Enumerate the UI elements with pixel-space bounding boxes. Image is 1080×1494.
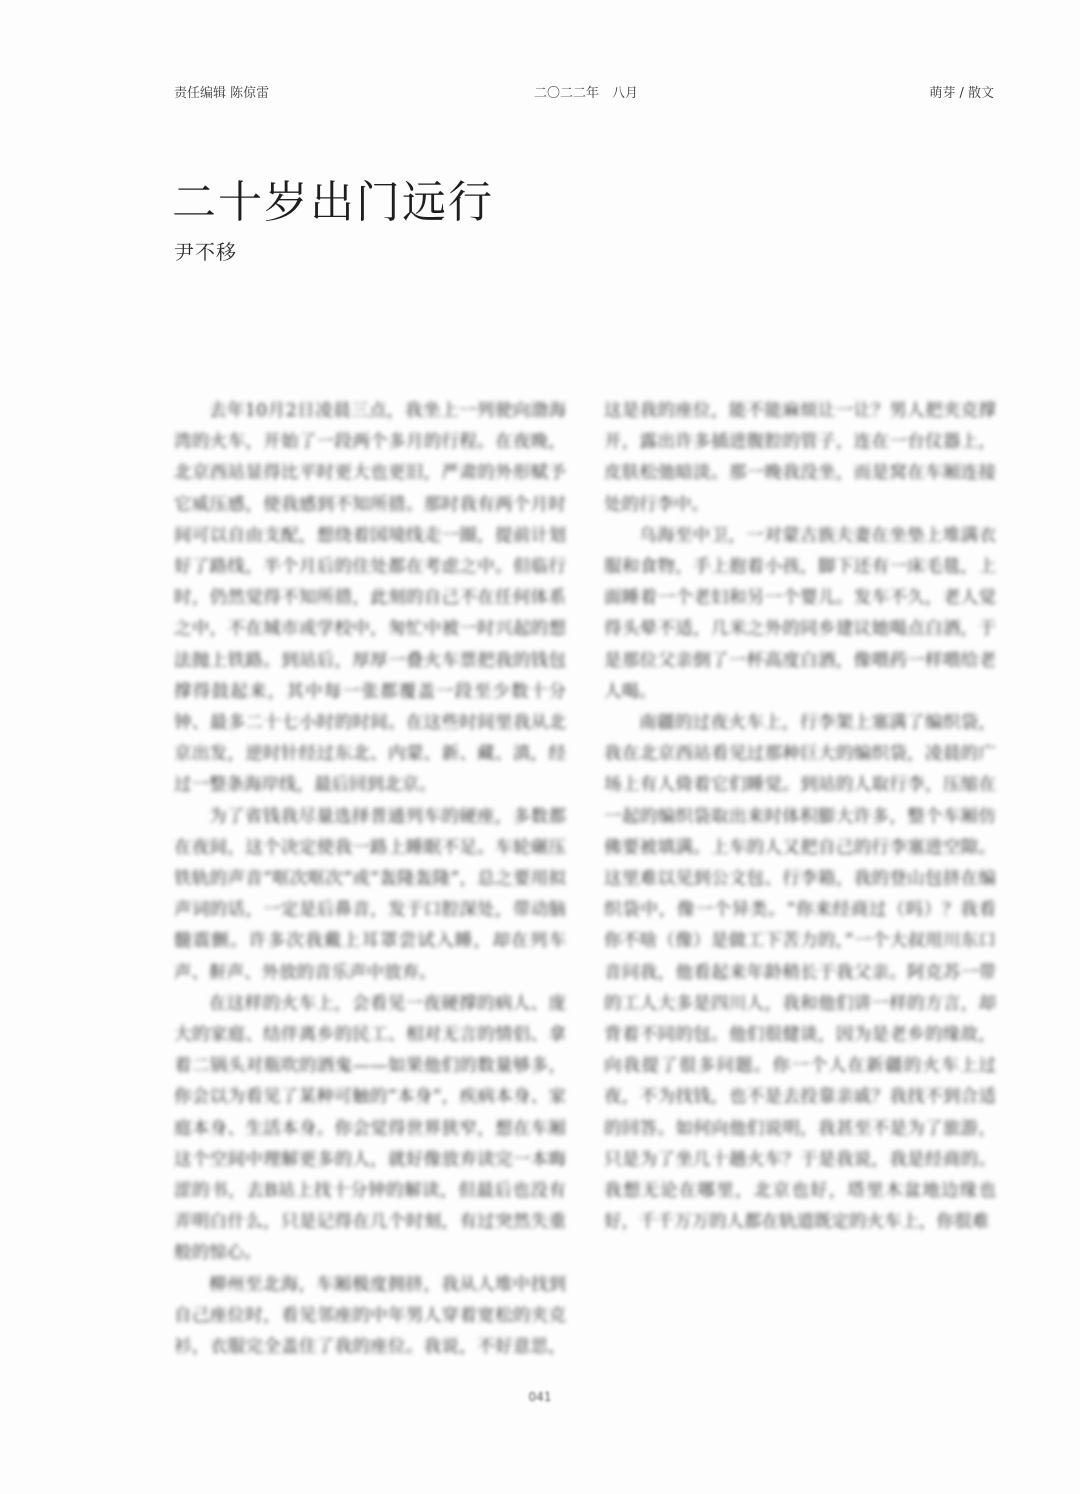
article-body: [174, 396, 996, 1368]
page-header: [174, 82, 994, 106]
page-number: 041: [528, 1390, 552, 1404]
article-title: 二十岁出门远行: [172, 177, 494, 228]
issue-date: 二〇二二年 八月: [534, 86, 639, 101]
editor-credit: 责任编辑 陈倞雷: [174, 86, 270, 101]
paragraph: 乌海至中卫，一对蒙古族夫妻在坐垫上堆满衣服和食物，手上抱着小孩，脚下还有一床毛毯，上面睡着一个老妇和另一个婴儿。发车不久，老人觉得头晕不适，几米之外的同乡建议她喝点白酒，于是那位父亲倒了一杯高度白酒，像喂药一样喂给老人喝。: [604, 525, 996, 702]
paragraph: 在这样的火车上，会看见一夜硬撑的病人、庞大的家庭、结伴离乡的民工、相对无言的情侣、拿着二锅头对瓶吹的酒鬼——如果他们的数量够多，你会以为看见了某种可触的“本身”，疾病本身、家庭本身、生活本身。你会觉得世界狭窄，想在车厢这个空间中理解更多的人，就好像放弃读完一本晦涩的书，去B站上找十分钟的解读，但最后也没有弄明白什么，只是记得在几个时刻，有过突然失重般的惊心。: [174, 993, 566, 1264]
paragraph: 南疆的过夜火车上，行李架上塞满了编织袋，我在北京西站看见过那种巨大的编织袋，凌晨的广场上有人倚着它们睡觉。到站的人取行李，压缩在一起的编织袋取出来时体积膨大许多，整个车厢仿佛要被填满。上车的人又把自己的行李塞进空隙。这里难以见到公文包、行李箱，我的登山包挤在编织袋中，像一个异类。“你来经商过（吗）？我看你不啥（像）是做工下苦力的，”一个大叔用川东口音问我，他看起来年龄稍长于我父亲。阿克苏一带的工人大多是四川人，我和他们讲一样的方言，却背着不同的包。他们很健谈，因为是老乡的缘故，向我提了很多问题。你一个人在新疆的火车上过夜，不为找钱，也不是去投靠亲戚？我找不到合适的回答。如何向他们说明，我甚至不是为了旅游，只是为了坐几十趟火车？于是我说，我是经商的。我想无论在哪里，北京也好，塔里木盆地边缘也好，千千万万的人都在轨道既定的火车上，你很难: [604, 713, 996, 1233]
paragraph: 去年10月2日凌晨三点，我坐上一列驶向渤海湾的火车，开始了一段两个多月的行程。在夜晚，北京西站显得比平时更大也更旧，严肃的外形赋予它威压感，使我感到不知所措。那时我有两个月时间可以自由支配，想绕着国境线走一圈，提前计划好了路线，半个月后的住处都在考虑之中。但临行时，仍然觉得不知所措，此刻的自己不在任何体系之中，不在城市或学校中，匆忙中被一时兴起的想法抛上铁路。到站后，厚厚一叠火车票把我的钱包撑得鼓起来，其中每一张都覆盖一段至少数十分钟、最多二十七小时的时间。在这些时间里我从北京出发，逆时针经过东北、内蒙、新、藏、滇，经过一整条海岸线，最后回到北京。: [174, 401, 566, 796]
section-label: 萌芽 / 散文: [929, 86, 994, 101]
paragraph: 为了省钱我尽量选择普通列车的硬座，多数都在夜间，这个决定使我一路上睡眠不足。车轮碾压铁轨的声音“哐次哐次”或“轰隆轰隆”，总之要用拟声词的话，一定是后鼻音，发于口腔深处，带动脑髓震颤。许多次我戴上耳罩尝试入睡，却在列车声、鼾声、外放的音乐声中放弃。: [174, 806, 566, 983]
paragraph: 柳州至北海，车厢极度拥挤，我从人堆中找到自己座位时，看见邻座的中年男人穿着宽松的夹克衫，衣服完全盖住了我的座位。我说，不好意思，这是我的座位，能不能麻烦让一让？男人把夹克撑开，露出许多插进腹腔的管子，连在一台仪器上，皮肤松弛暗淡。那一晚我没坐，而是窝在车厢连接处的行李中。: [174, 401, 996, 1358]
article-author: 尹不移: [174, 240, 237, 264]
